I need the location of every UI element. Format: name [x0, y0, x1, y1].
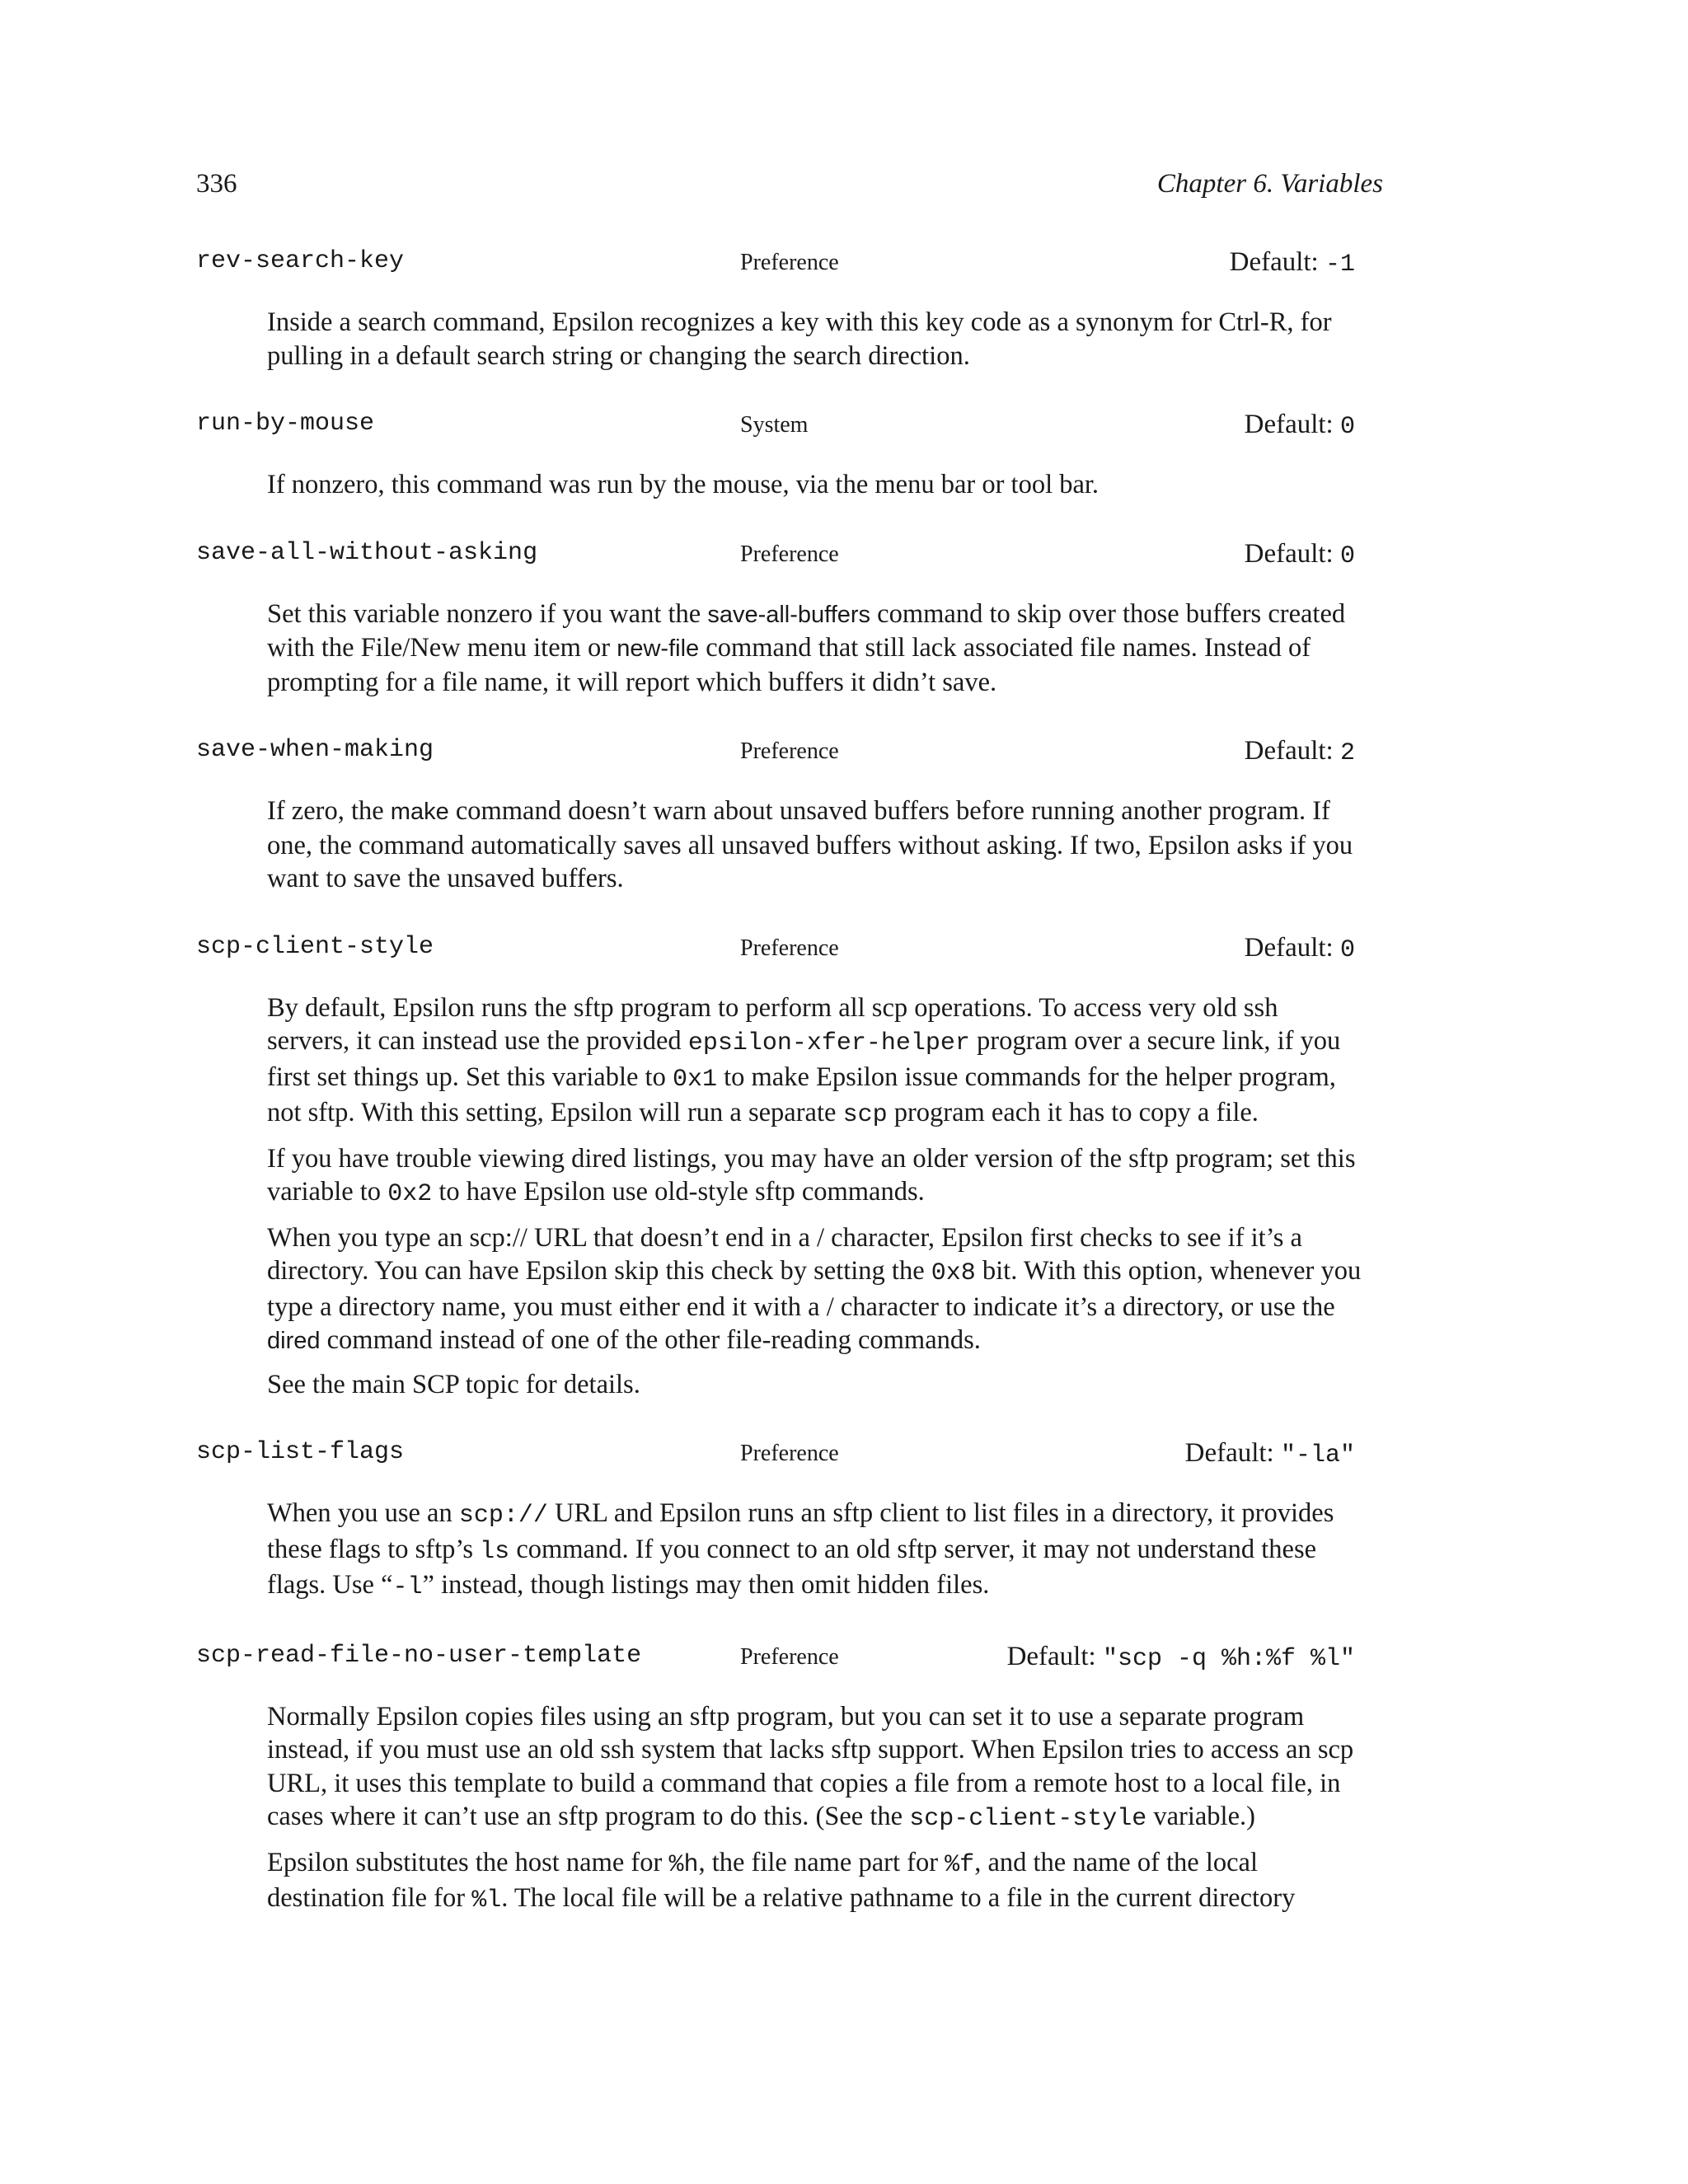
- variable-header: [196, 1638, 1383, 1677]
- variable-entry-rev-search-key: [196, 243, 1383, 373]
- default-value: -1: [1325, 251, 1355, 279]
- page-content: [196, 243, 1383, 1928]
- variable-description: [267, 306, 1363, 373]
- variable-entry-save-all-without-asking: [196, 535, 1383, 700]
- variable-name: scp-list-flags: [196, 1438, 405, 1466]
- variable-header: [196, 535, 1383, 574]
- variable-type: Preference: [740, 1441, 839, 1466]
- page-number: 336: [196, 169, 237, 199]
- variable-type: Preference: [740, 935, 839, 961]
- variable-default: [1245, 410, 1355, 441]
- variable-description: [267, 468, 1363, 502]
- description-paragraph: When you type an scp:// URL that doesn’t end in a / character, Epsilon first checks to see if it’s a directory. You can have Epsilon skip this check by setting the 0x8 bit. With this option, whenever you type a directory name, you must either end it with a / character to indicate it’s a directory, or use the dired command instead of one of the other file-reading commands.: [267, 1222, 1362, 1355]
- variable-description: [267, 598, 1363, 700]
- variable-header: [196, 405, 1383, 445]
- variable-type: Preference: [740, 738, 839, 764]
- variable-name: save-when-making: [196, 736, 434, 764]
- variable-type: Preference: [740, 541, 839, 567]
- variable-description: [267, 991, 1363, 1402]
- description-paragraph: Inside a search command, Epsilon recognizes a key with this key code as a synonym for Ctrl-R, for pulling in a default search string or changing the search direction.: [267, 307, 1332, 371]
- chapter-title: Chapter 6. Variables: [1156, 169, 1383, 199]
- code-text: scp: [842, 1101, 888, 1129]
- variable-description: [267, 794, 1363, 896]
- variable-name: scp-client-style: [196, 932, 434, 961]
- description-paragraph: If zero, the make command doesn’t warn about unsaved buffers before running another program. If one, the command automatically saves all unsaved buffers without asking. If two, Epsilon asks if you want to save the unsaved buffers.: [267, 796, 1353, 893]
- default-label: Default:: [1244, 538, 1334, 569]
- variable-entry-scp-read-file-no-user-template: [196, 1638, 1383, 1918]
- variable-type: System: [740, 412, 809, 438]
- variable-default: [1245, 736, 1355, 767]
- code-text: ls: [480, 1537, 510, 1566]
- default-label: Default:: [1244, 736, 1334, 766]
- variable-type: Preference: [740, 1643, 839, 1670]
- code-text: %h: [668, 1850, 699, 1879]
- code-text: epsilon-xfer-helper: [687, 1029, 970, 1057]
- default-label: Default:: [1244, 410, 1334, 439]
- variable-name: run-by-mouse: [196, 410, 375, 438]
- code-text: scp://: [458, 1502, 548, 1530]
- variable-entry-scp-list-flags: [196, 1434, 1383, 1605]
- variable-type: Preference: [740, 250, 839, 275]
- command-name: make: [390, 799, 449, 825]
- command-name: save-all-buffers: [707, 601, 871, 628]
- default-value: "scp -q %h:%f %l": [1102, 1644, 1355, 1673]
- code-text: 0x8: [931, 1259, 976, 1287]
- description-paragraph: By default, Epsilon runs the sftp program to perform all scp operations. To access very old ssh servers, it can instead use the provided epsilon-xfer-helper program over a secure link, if you first set things up. Set this variable to 0x1 to make Epsilon issue commands for the helper program, not sftp. With this setting, Epsilon will run a separate scp program each it has to copy a file.: [267, 992, 1341, 1129]
- variable-header: [196, 1434, 1383, 1474]
- variable-name: save-all-without-asking: [196, 538, 538, 567]
- variable-name: scp-read-file-no-user-template: [196, 1641, 642, 1670]
- default-value: 0: [1339, 935, 1355, 964]
- variable-default: [1007, 1642, 1355, 1673]
- code-text: %l: [471, 1886, 502, 1915]
- command-name: dired: [267, 1328, 321, 1354]
- description-paragraph: If nonzero, this command was run by the mouse, via the menu bar or tool bar.: [267, 470, 1100, 499]
- code-text: 0x1: [672, 1065, 717, 1094]
- variable-default: [1185, 1438, 1355, 1469]
- description-paragraph: See the main SCP topic for details.: [267, 1369, 640, 1399]
- default-label: Default:: [1229, 247, 1319, 277]
- description-paragraph: If you have trouble viewing dired listings, you may have an older version of the sftp program; set this variable to 0x2 to have Epsilon use old-style sftp commands.: [267, 1143, 1356, 1208]
- command-name: new-file: [617, 635, 700, 662]
- default-value: "-la": [1280, 1441, 1355, 1469]
- variable-default: [1230, 247, 1355, 279]
- default-value: 0: [1339, 413, 1355, 441]
- description-paragraph: Normally Epsilon copies files using an sftp program, but you can set it to use a separate program instead, if you must use an old ssh system that lacks sftp support. When Epsilon tries to access an scp URL, it uses this template to build a command that copies a file from a remote host to a local file, in cases where it can’t use an sftp program to do this. (See the scp-client-style variable.): [267, 1701, 1354, 1833]
- page-header: [196, 169, 1383, 209]
- variable-header: [196, 243, 1383, 283]
- variable-header: [196, 929, 1383, 968]
- default-label: Default:: [1006, 1641, 1096, 1671]
- description-paragraph: Set this variable nonzero if you want the save-all-buffers command to skip over those buffers created with the File/New menu item or new-file command that still lack associated file names. Instead of prompting for a file name, it will report which buffers it didn’t save.: [267, 598, 1346, 697]
- variable-header: [196, 732, 1383, 771]
- variable-name: rev-search-key: [196, 247, 405, 275]
- description-paragraph: When you use an scp:// URL and Epsilon runs an sftp client to list files in a directory, it provides these flags to sftp’s ls command. If you connect to an old sftp server, it may not understand these flags. Use “-l” instead, though listings may then omit hidden files.: [267, 1498, 1334, 1601]
- code-text: scp-client-style: [909, 1805, 1147, 1833]
- variable-entry-scp-client-style: [196, 929, 1383, 1402]
- variable-description: [267, 1497, 1363, 1605]
- variable-entry-run-by-mouse: [196, 405, 1383, 502]
- default-label: Default:: [1244, 932, 1334, 963]
- code-text: 0x2: [387, 1180, 433, 1208]
- variable-description: [267, 1700, 1363, 1918]
- default-value: 2: [1339, 739, 1355, 767]
- default-value: 0: [1339, 541, 1355, 570]
- code-text: %f: [945, 1850, 975, 1879]
- default-label: Default:: [1184, 1438, 1274, 1468]
- description-paragraph: Epsilon substitutes the host name for %h, the file name part for %f, and the name of the local destination file for %l. The local file will be a relative pathname to a file in the current directory: [267, 1847, 1296, 1915]
- variable-default: [1245, 933, 1355, 964]
- variable-default: [1245, 539, 1355, 570]
- code-text: -l: [392, 1573, 423, 1601]
- variable-entry-save-when-making: [196, 732, 1383, 896]
